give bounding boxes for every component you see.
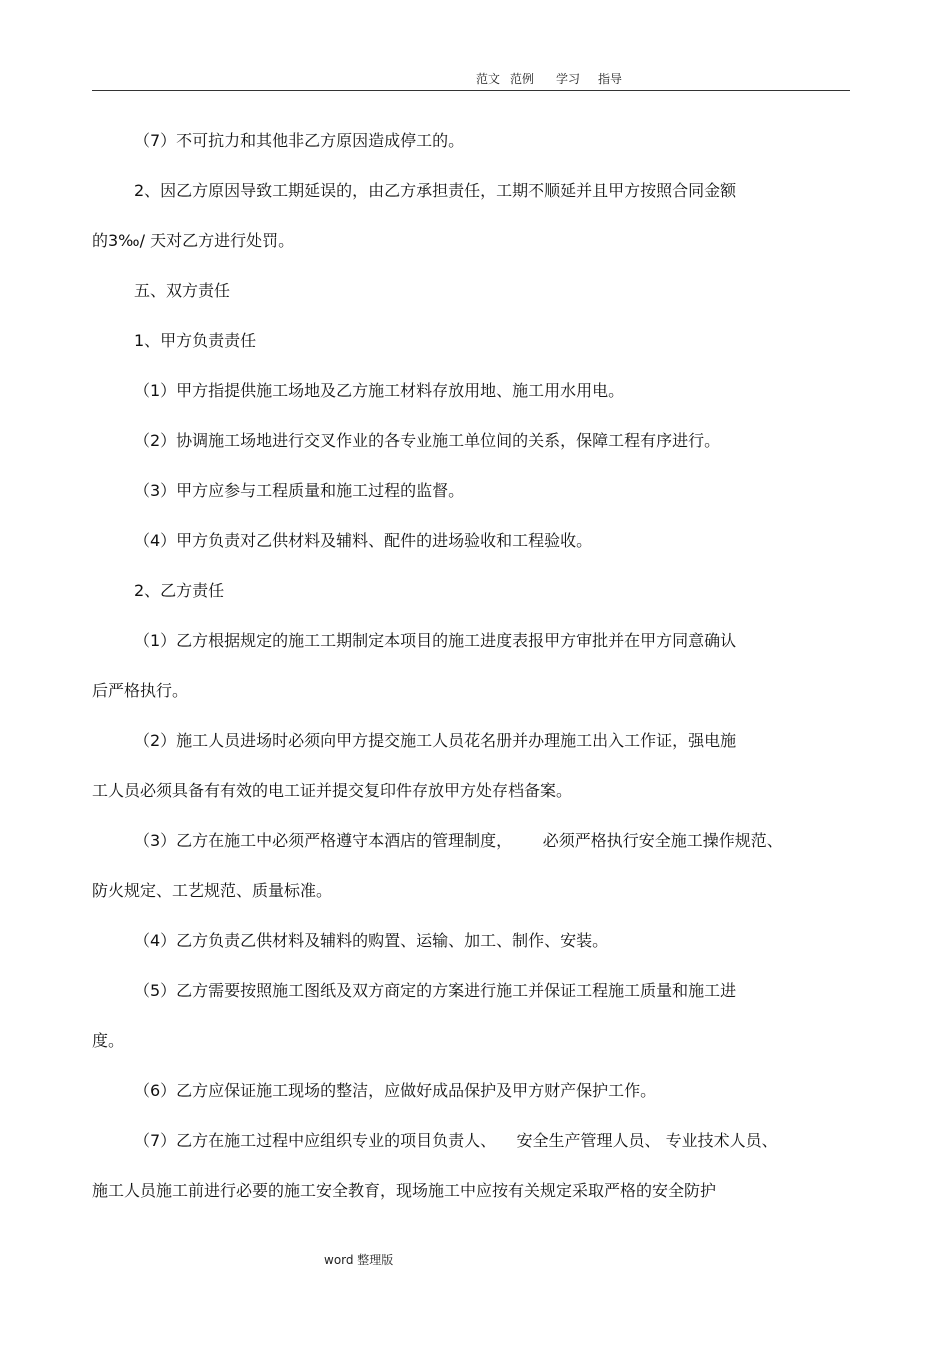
page-footer: word 整理版 bbox=[324, 1253, 394, 1267]
text-line: （2）施工人员进场时必须向甲方提交施工人员花名册并办理施工出入工作证，强电施 bbox=[134, 731, 737, 750]
text-line: （5）乙方需要按照施工图纸及双方商定的方案进行施工并保证工程施工质量和施工进 bbox=[134, 981, 737, 1000]
text-line: 2、因乙方原因导致工期延误的，由乙方承担责任，工期不顺延并且甲方按照合同金额 bbox=[134, 181, 737, 200]
text-line: 的3‰/ 天对乙方进行处罚。 bbox=[92, 231, 295, 250]
header-item-fanli: 范例 bbox=[510, 72, 535, 86]
text-line: 防火规定、工艺规范、质量标准。 bbox=[92, 881, 333, 900]
text-line: （6）乙方应保证施工现场的整洁，应做好成品保护及甲方财产保护工作。 bbox=[134, 1081, 657, 1100]
text-line: （3）甲方应参与工程质量和施工过程的监督。 bbox=[134, 481, 465, 500]
text-line: （2）协调施工场地进行交叉作业的各专业施工单位间的关系，保障工程有序进行。 bbox=[134, 431, 721, 450]
text-line: 度。 bbox=[92, 1031, 125, 1050]
header-rule bbox=[92, 90, 850, 91]
text-line: （4）甲方负责对乙供材料及辅料、配件的进场验收和工程验收。 bbox=[134, 531, 593, 550]
text-line: （7）不可抗力和其他非乙方原因造成停工的。 bbox=[134, 131, 465, 150]
text-line: 后严格执行。 bbox=[92, 681, 189, 700]
header-item-fanwen: 范文 bbox=[476, 72, 501, 86]
subsection-heading: 2、乙方责任 bbox=[134, 581, 225, 600]
text-line: （1）甲方指提供施工场地及乙方施工材料存放用地、施工用水用电。 bbox=[134, 381, 625, 400]
text-line: （7）乙方在施工过程中应组织专业的项目负责人、 安全生产管理人员、 专业技术人员、 bbox=[134, 1131, 778, 1150]
text-line: （1）乙方根据规定的施工工期制定本项目的施工进度表报甲方审批并在甲方同意确认 bbox=[134, 631, 737, 650]
text-line: 工人员必须具备有有效的电工证并提交复印件存放甲方处存档备案。 bbox=[92, 781, 573, 800]
header-item-xuexi: 学习 bbox=[556, 72, 581, 86]
text-line: 施工人员施工前进行必要的施工安全教育，现场施工中应按有关规定采取严格的安全防护 bbox=[92, 1181, 717, 1200]
text-line: （4）乙方负责乙供材料及辅料的购置、运输、加工、制作、安装。 bbox=[134, 931, 609, 950]
subsection-heading: 1、甲方负责责任 bbox=[134, 331, 257, 350]
section-heading: 五、双方责任 bbox=[134, 281, 231, 300]
header-item-zhidao: 指导 bbox=[598, 72, 623, 86]
text-line: （3）乙方在施工中必须严格遵守本酒店的管理制度， 必须严格执行安全施工操作规范、 bbox=[134, 831, 783, 850]
